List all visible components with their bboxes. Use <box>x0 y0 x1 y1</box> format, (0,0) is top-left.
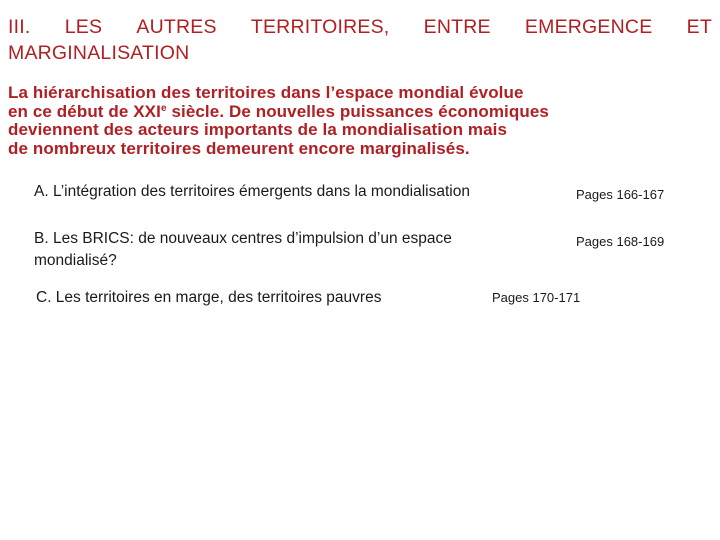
intro-text: en ce début de XXI <box>8 101 161 121</box>
section-c-heading: C. Les territoires en marge, des territoires pauvres <box>36 289 382 306</box>
intro-line: La hiérarchisation des territoires dans l’espace mondial évolue <box>8 83 524 102</box>
section-a-heading: A. L’intégration des territoires émergents dans la mondialisation <box>34 183 470 200</box>
intro-line <box>8 103 588 122</box>
superscript: e <box>160 102 167 114</box>
title-word: ET <box>686 16 712 38</box>
slide-title <box>8 14 712 66</box>
title-word: III. <box>8 16 31 38</box>
title-word: EMERGENCE <box>524 16 653 38</box>
intro-paragraph <box>8 84 588 158</box>
section-b-line: B. Les BRICS: de nouveaux centres d’impulsion d’un espace <box>34 230 452 247</box>
section-b-heading <box>34 228 452 272</box>
section-b-line: mondialisé? <box>34 252 117 269</box>
intro-line: de nombreux territoires demeurent encore marginalisés. <box>8 138 470 158</box>
section-a-pages: Pages 166-167 <box>576 187 665 202</box>
title-line-1 <box>8 14 712 40</box>
title-word: ENTRE <box>423 16 491 38</box>
intro-line: deviennent des acteurs importants de la mondialisation mais <box>8 120 508 139</box>
title-line-2: MARGINALISATION <box>8 42 190 64</box>
section-b-pages: Pages 168-169 <box>576 234 665 249</box>
title-word: TERRITOIRES, <box>250 16 390 38</box>
intro-text: siècle. De nouvelles puissances économiques <box>166 101 549 121</box>
section-c-pages: Pages 170-171 <box>492 290 581 305</box>
title-word: AUTRES <box>136 16 217 38</box>
title-word: LES <box>64 16 103 38</box>
